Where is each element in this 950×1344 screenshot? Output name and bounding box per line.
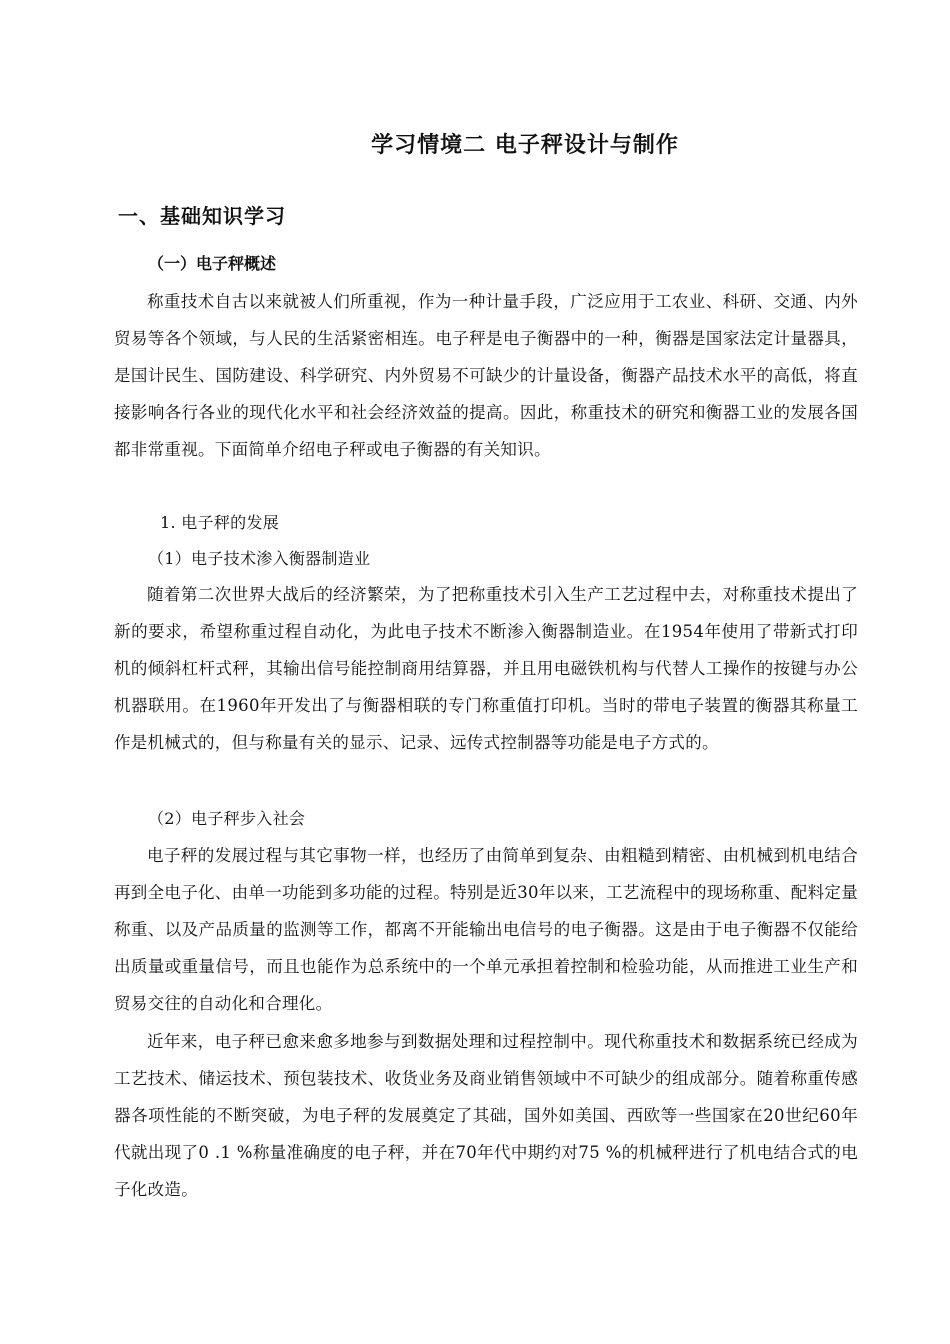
paragraph-society-a: 电子秤的发展过程与其它事物一样，也经历了由简单到复杂、由粗糙到精密、由机械到机电结合再到全电子化、由单一功能到多功能的过程。特别是近30年以来，工艺流程中的现场称重、配料定量称重、以及产品质量的监测等工作，都离不开能输出电信号的电子衡器。这是由于电子衡器不仅能给出质量或重量信号，而且也能作为总系统中的一个单元承担着控制和检验功能，从而推进工业生产和贸易交往的自动化和合理化。 — [114, 846, 858, 1013]
paragraph-electronic-tech: 随着第二次世界大战后的经济繁荣，为了把称重技术引入生产工艺过程中去，对称重技术提出了新的要求，希望称重过程自动化，为此电子技术不断渗入衡器制造业。在1954年使用了带新式打印机的倾斜杠杆式秤，其输出信号能控制商用结算器，并且用电磁铁机构与代替人工操作的按键与办公机器联用。在1960年开发出了与衡器相联的专门称重值打印机。当时的带电子装置的衡器其称量工作是机械式的，但与称量有关的显示、记录、远传式控制器等功能是电子方式的。 — [114, 585, 858, 752]
document-title: 学习情境二 电子秤设计与制作 — [371, 133, 679, 158]
section-heading: 一、基础知识学习 — [118, 204, 286, 228]
item-heading-society: （2）电子秤步入社会 — [148, 809, 306, 828]
subsection-heading: （一）电子秤概述 — [148, 254, 277, 273]
item-heading-electronic-tech: （1）电子技术渗入衡器制造业 — [148, 549, 371, 568]
paragraph-society-b: 近年来，电子秤已愈来愈多地参与到数据处理和过程控制中。现代称重技术和数据系统已经成为工艺技术、储运技术、预包装技术、收货业务及商业销售领域中不可缺少的组成部分。随着称重传感器各项性能的不断突破，为电子秤的发展奠定了其础，国外如美国、西欧等一些国家在20世纪60年代就出现了0 .1 %称量准确度的电子秤，并在70年代中期约对75 %的机械秤进行了机电结合式的电子化改造。 — [114, 1032, 858, 1199]
item-heading-development: 1. 电子秤的发展 — [160, 513, 280, 532]
paragraph-overview: 称重技术自古以来就被人们所重视，作为一种计量手段，广泛应用于工农业、科研、交通、内外贸易等各个领域，与人民的生活紧密相连。电子秤是电子衡器中的一种，衡器是国家法定计量器具，是国计民生、国防建设、科学研究、内外贸易不可缺少的计量设备，衡器产品技术水平的高低，将直接影响各行各业的现代化水平和社会经济效益的提高。因此，称重技术的研究和衡器工业的发展各国都非常重视。下面简单介绍电子秤或电子衡器的有关知识。 — [114, 292, 858, 459]
